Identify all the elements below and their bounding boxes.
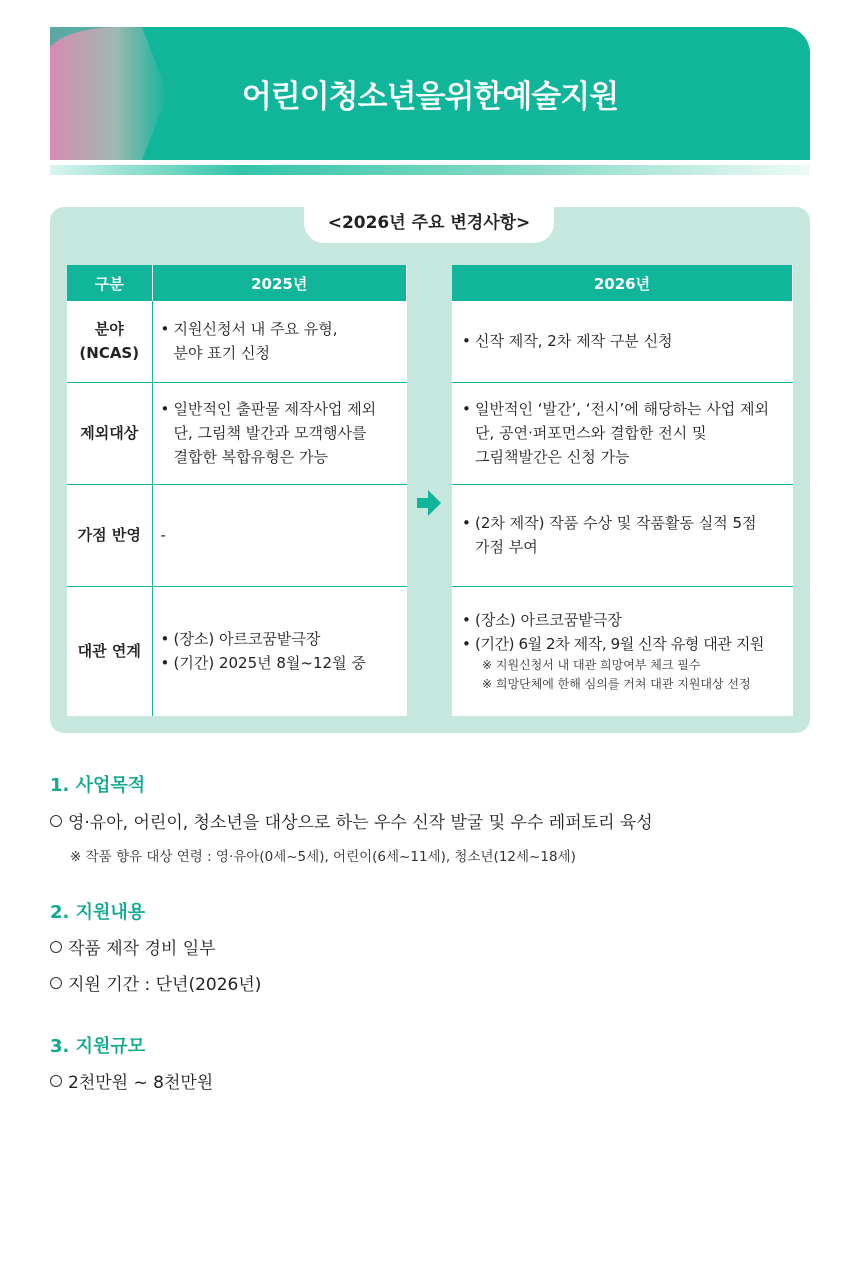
section-item-text: 2천만원 ~ 8천만원 <box>68 1073 214 1093</box>
category-label: 제외대상 <box>80 424 139 442</box>
value-cell <box>152 484 407 586</box>
value-cell <box>152 586 407 716</box>
category-cell <box>67 382 152 484</box>
banner-underline <box>50 165 810 175</box>
category-sublabel: (NCAS) <box>79 344 140 363</box>
section-note: ※ 작품 향유 대상 연령 : 영·유아(0세~5세), 어린이(6세~11세), 청소년(12세~18세) <box>70 849 576 865</box>
table-header-row <box>67 265 407 301</box>
value-cell <box>452 586 793 716</box>
plain-value: - <box>160 526 166 544</box>
section-item-text: 영·유아, 어린이, 청소년을 대상으로 하는 우수 신작 발굴 및 우수 레퍼토리 육성 <box>68 813 653 833</box>
section-item-text: 지원 기간 : 단년(2026년) <box>68 975 262 995</box>
value-cell <box>452 382 793 484</box>
category-cell <box>67 484 152 586</box>
table-row <box>452 484 793 586</box>
bullet-item: • 일반적인 출판물 제작사업 제외 단, 그림책 발간과 모객행사를 결합한 복합유형은 가능 <box>161 397 397 469</box>
bullet-item: • (장소) 아르코꿈밭극장 <box>161 627 397 651</box>
section-item <box>50 934 216 959</box>
col-2025: 2025년 <box>152 265 407 301</box>
table-row <box>452 586 793 716</box>
arrow-right-icon <box>417 490 441 516</box>
table-row <box>67 586 407 716</box>
col-2026: 2026년 <box>452 265 793 301</box>
table-row <box>452 382 793 484</box>
table-row <box>67 382 407 484</box>
bullet-item: • 지원신청서 내 주요 유형, 분야 표기 신청 <box>161 317 397 365</box>
category-cell <box>67 301 152 382</box>
section-item <box>50 970 261 995</box>
circle-bullet-icon <box>50 815 62 827</box>
page-title: 어린이청소년을위한예술지원 <box>241 79 619 115</box>
changes-title: <2026년 주요 변경사항> <box>304 197 554 243</box>
section-heading: 2. 지원내용 <box>50 902 146 923</box>
value-cell <box>452 301 793 382</box>
note-text: ※ 희망단체에 한해 심의를 거쳐 대관 지원대상 선정 <box>482 677 751 692</box>
section-item <box>50 808 653 833</box>
category-cell <box>67 586 152 716</box>
table-row <box>67 484 407 586</box>
table-2025 <box>67 265 407 716</box>
bullet-item: • (장소) 아르코꿈밭극장 <box>462 608 785 632</box>
section-heading: 3. 지원규모 <box>50 1036 146 1057</box>
note-text: ※ 지원신청서 내 대관 희망여부 체크 필수 <box>482 658 701 673</box>
circle-bullet-icon <box>50 941 62 953</box>
table-row <box>452 301 793 382</box>
table-2026 <box>452 265 793 716</box>
circle-bullet-icon <box>50 977 62 989</box>
bullet-item: • 일반적인 ‘발간’, ‘전시’에 해당하는 사업 제외 단, 공연·퍼포먼스와 결합한 전시 및 그림책발간은 신청 가능 <box>462 397 785 469</box>
bullet-item: • 신작 제작, 2차 제작 구분 신청 <box>462 329 785 353</box>
bullet-item: • (기간) 6월 2차 제작, 9월 신작 유형 대관 지원 <box>462 632 785 656</box>
value-cell <box>152 382 407 484</box>
table-header-row <box>452 265 793 301</box>
value-cell <box>452 484 793 586</box>
section-heading: 1. 사업목적 <box>50 775 146 796</box>
circle-bullet-icon <box>50 1075 62 1087</box>
bullet-item: • (2차 제작) 작품 수상 및 작품활동 실적 5점 가점 부여 <box>462 511 785 559</box>
category-label: 가점 반영 <box>77 526 141 544</box>
title-banner <box>50 27 810 160</box>
value-cell <box>152 301 407 382</box>
col-category: 구분 <box>67 265 152 301</box>
bullet-item: • (기간) 2025년 8월~12월 중 <box>161 651 397 675</box>
category-label: 분야 <box>94 320 124 339</box>
table-row <box>67 301 407 382</box>
category-label: 대관 연계 <box>77 642 141 661</box>
section-item-text: 작품 제작 경비 일부 <box>68 939 216 959</box>
section-item <box>50 1068 213 1093</box>
